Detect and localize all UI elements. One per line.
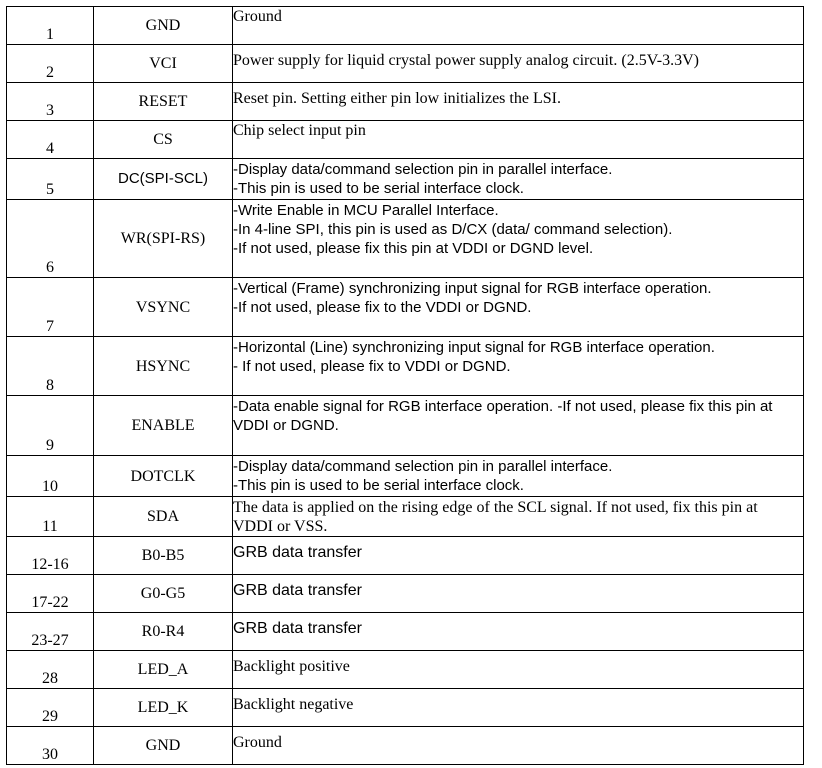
table-row (7, 83, 804, 121)
description-line: -This pin is used to be serial interface clock. (233, 180, 524, 197)
table-row (7, 575, 804, 613)
pin-number: 30 (7, 727, 94, 765)
description-line: -Horizontal (Line) synchronizing input signal for RGB interface operation. (233, 339, 715, 356)
description-line: The data is applied on the rising edge of the SCL signal. If not used, fix this pin at VDDI or VSS. (233, 499, 758, 535)
pin-description (233, 7, 804, 45)
pin-number: 8 (7, 337, 94, 396)
pin-description (233, 83, 804, 121)
description-line: Backlight positive (233, 658, 350, 675)
pin-name: SDA (94, 497, 233, 537)
table-row (7, 45, 804, 83)
description-line: -This pin is used to be serial interface clock. (233, 477, 524, 494)
pin-name: RESET (94, 83, 233, 121)
description-line: GRB data transfer (233, 544, 362, 561)
pin-description (233, 727, 804, 765)
pin-number: 7 (7, 278, 94, 337)
table-row (7, 337, 804, 396)
table-row (7, 200, 804, 278)
description-line: Reset pin. Setting either pin low initializes the LSI. (233, 90, 561, 107)
description-line: Ground (233, 734, 282, 751)
pin-description (233, 689, 804, 727)
description-line: Chip select input pin (233, 122, 366, 139)
pin-description (233, 200, 804, 278)
description-line: -Write Enable in MCU Parallel Interface. (233, 202, 499, 219)
pin-name: WR(SPI-RS) (94, 200, 233, 278)
pin-name: HSYNC (94, 337, 233, 396)
description-line: -Display data/command selection pin in parallel interface. (233, 458, 613, 475)
pin-name: VCI (94, 45, 233, 83)
pin-description (233, 337, 804, 396)
description-line: -Display data/command selection pin in parallel interface. (233, 161, 613, 178)
table-row (7, 651, 804, 689)
pin-name: VSYNC (94, 278, 233, 337)
pin-number: 12-16 (7, 537, 94, 575)
pin-description (233, 537, 804, 575)
description-line: -If not used, please fix this pin at VDDI or DGND level. (233, 240, 594, 257)
table-row (7, 7, 804, 45)
pin-description (233, 159, 804, 200)
description-line: -If not used, please fix to the VDDI or DGND. (233, 299, 532, 316)
pin-description (233, 651, 804, 689)
table-row (7, 159, 804, 200)
pin-number: 5 (7, 159, 94, 200)
pin-description (233, 278, 804, 337)
pin-number: 23-27 (7, 613, 94, 651)
pin-name: DOTCLK (94, 456, 233, 497)
pin-number: 1 (7, 7, 94, 45)
pin-description (233, 45, 804, 83)
pin-name: GND (94, 727, 233, 765)
pin-number: 28 (7, 651, 94, 689)
pin-number: 3 (7, 83, 94, 121)
pin-number: 2 (7, 45, 94, 83)
pin-name: GND (94, 7, 233, 45)
description-line: -In 4-line SPI, this pin is used as D/CX (data/ command selection). (233, 221, 673, 238)
table-row (7, 689, 804, 727)
pin-name-text: DC(SPI-SCL) (117, 170, 208, 187)
pin-description (233, 497, 804, 537)
pin-number: 17-22 (7, 575, 94, 613)
pin-name: B0-B5 (94, 537, 233, 575)
pin-number: 29 (7, 689, 94, 727)
pin-name (94, 159, 233, 200)
table-row (7, 456, 804, 497)
pin-definition-table (6, 6, 804, 765)
table-row (7, 121, 804, 159)
table-row (7, 396, 804, 456)
pin-name: R0-R4 (94, 613, 233, 651)
pin-number: 9 (7, 396, 94, 456)
description-line: -Data enable signal for RGB interface operation. -If not used, please fix this pin at VDDI or DGND. (233, 398, 773, 434)
pin-number: 6 (7, 200, 94, 278)
pin-number: 10 (7, 456, 94, 497)
description-line: GRB data transfer (233, 620, 362, 637)
pin-description (233, 575, 804, 613)
pin-name: LED_A (94, 651, 233, 689)
description-line: GRB data transfer (233, 582, 362, 599)
pin-number: 11 (7, 497, 94, 537)
description-line: Ground (233, 8, 282, 25)
pin-description (233, 456, 804, 497)
pin-description (233, 396, 804, 456)
description-line: - If not used, please fix to VDDI or DGND. (233, 358, 511, 375)
table-row (7, 537, 804, 575)
description-line: Backlight negative (233, 696, 354, 713)
table-row (7, 727, 804, 765)
description-line: Power supply for liquid crystal power supply analog circuit. (2.5V-3.3V) (233, 52, 699, 69)
pin-name: G0-G5 (94, 575, 233, 613)
table-row (7, 497, 804, 537)
description-line: -Vertical (Frame) synchronizing input signal for RGB interface operation. (233, 280, 712, 297)
pin-description (233, 121, 804, 159)
pin-name: CS (94, 121, 233, 159)
pin-name: LED_K (94, 689, 233, 727)
pin-description (233, 613, 804, 651)
pin-name: ENABLE (94, 396, 233, 456)
table-row (7, 613, 804, 651)
table-row (7, 278, 804, 337)
pin-number: 4 (7, 121, 94, 159)
